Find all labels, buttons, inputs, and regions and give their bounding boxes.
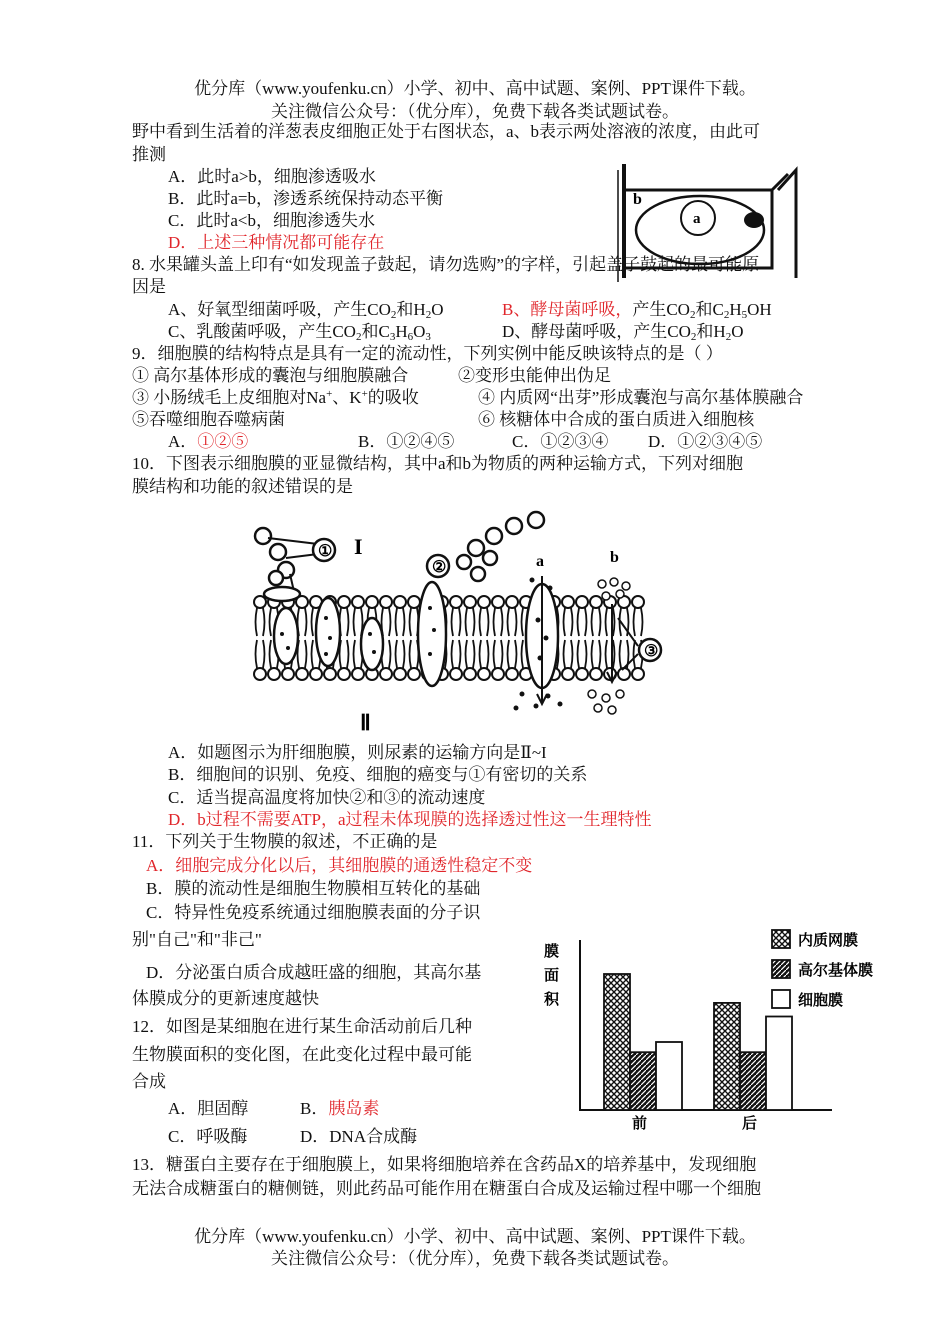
q13-stem-2: 无法合成糖蛋白的糖侧链，则此药品可能作用在糖蛋白合成及运输过程中哪一个细胞	[132, 1179, 761, 1198]
cell-membrane-figure	[250, 508, 680, 736]
protein-2	[361, 618, 383, 670]
lipid-tail	[256, 640, 265, 668]
lipid-tail	[508, 608, 517, 636]
lipid-head	[338, 668, 350, 680]
lipid-tail	[452, 640, 461, 668]
lipid-head	[254, 596, 266, 608]
lipid-tail	[634, 608, 643, 636]
lipid-head	[282, 668, 294, 680]
lipid-head	[464, 668, 476, 680]
chart-ylabel-char: 积	[544, 992, 560, 1008]
lipid-tail	[396, 640, 405, 668]
protein-channel	[418, 582, 446, 686]
q12-option-d: D．DNA合成酶	[300, 1127, 418, 1146]
q10-option-a: A．如题图示为肝细胞膜，则尿素的运输方向是Ⅱ~I	[168, 743, 547, 762]
q12-option-a: A．胆固醇	[168, 1099, 249, 1118]
q10-option-c: C．适当提高温度将加快②和③的流动速度	[168, 788, 486, 807]
lipid-tail	[592, 608, 601, 636]
lipid-head	[450, 596, 462, 608]
lipid-head	[268, 668, 280, 680]
lipid-head	[618, 668, 630, 680]
q10-option-b: B．细胞间的识别、免疫、细胞的癌变与①有密切的关系	[168, 765, 588, 784]
lipid-tail	[606, 608, 615, 636]
q9-option-c: C．①②③④	[512, 432, 609, 451]
chart-bar-before-1	[630, 1052, 656, 1110]
lipid-head	[352, 596, 364, 608]
membrane-area-chart	[536, 920, 876, 1132]
q13-stem-1: 13．糖蛋白主要存在于细胞膜上，如果将细胞培养在含药品X的培养基中，发现细胞	[132, 1155, 757, 1174]
lipid-tail	[564, 608, 573, 636]
chart-bar-before-0	[604, 974, 630, 1110]
lipid-tail	[256, 608, 265, 636]
chart-bar-after-1	[740, 1052, 766, 1110]
chart-category-label: 后	[742, 1116, 758, 1132]
q8-option-d: D、酵母菌呼吸，产生$CO_2$和$H_2O$	[502, 322, 744, 343]
lipid-tail	[578, 608, 587, 636]
legend-swatch	[772, 930, 790, 948]
chart-bar-before-2	[656, 1042, 682, 1110]
lipid-head	[394, 668, 406, 680]
legend-swatch	[772, 960, 790, 978]
chart-ylabel-char: 膜	[544, 944, 560, 960]
q9-item-5: ⑤吞噬细胞吞噬病菌	[132, 410, 285, 429]
footer-line-1: 优分库（www.youfenku.cn）小学、初中、高中试题、案例、PPT课件下载。	[194, 1227, 756, 1246]
q8-option-a: A、好氧型细菌呼吸，产生$CO_2$和$H_2O$	[168, 300, 444, 321]
lipid-tail	[564, 640, 573, 668]
lipid-head	[310, 668, 322, 680]
q7-stem-2: 推测	[132, 145, 166, 164]
lipid-tail	[480, 608, 489, 636]
lipid-tail	[452, 608, 461, 636]
q12-stem-1: 12．如图是某细胞在进行某生命活动前后几种	[132, 1017, 472, 1036]
q7-option-c: C．此时a<b，细胞渗透失水	[168, 211, 375, 230]
q12-stem-3: 合成	[132, 1072, 166, 1091]
protein-left	[274, 608, 298, 664]
q11-option-c-2: 别"自己"和"非己"	[132, 930, 262, 949]
label-side-I: I	[354, 534, 363, 559]
lipid-head	[296, 668, 308, 680]
protein-1	[316, 598, 340, 666]
q9-item-4: ④ 内质网“出芽”形成囊泡与高尔基体膜融合	[478, 388, 804, 407]
q9-option-d: D．①②③④⑤	[648, 432, 763, 451]
lipid-tail	[396, 608, 405, 636]
lipid-head	[338, 596, 350, 608]
lipid-tail	[298, 640, 307, 668]
lipid-tail	[508, 640, 517, 668]
label-circle-3: ③	[644, 643, 659, 660]
q12-option-c: C．呼吸酶	[168, 1127, 248, 1146]
lipid-tail	[578, 640, 587, 668]
q10-stem-2: 膜结构和功能的叙述错误的是	[132, 477, 353, 496]
lipid-head	[492, 596, 504, 608]
lipid-head	[450, 668, 462, 680]
lipid-head	[380, 668, 392, 680]
q9-item-3: ③ 小肠绒毛上皮细胞对Na+、K+的吸收	[132, 388, 419, 407]
q9-item-2: ②变形虫能伸出伪足	[458, 366, 611, 385]
header-line-1: 优分库（www.youfenku.cn）小学、初中、高中试题、案例、PPT课件下载。	[194, 79, 756, 98]
q8-stem-1: 8. 水果罐头盖上印有“如发现盖子鼓起，请勿选购”的字样，引起盖子鼓起的最可能原	[132, 255, 760, 274]
lipid-tail	[494, 608, 503, 636]
chart-bar-after-2	[766, 1017, 792, 1111]
lipid-head	[478, 596, 490, 608]
lipid-head	[408, 596, 420, 608]
lipid-head	[324, 668, 336, 680]
q9-option-a: A．①②⑤	[168, 432, 249, 451]
lipid-head	[366, 596, 378, 608]
lipid-head	[590, 596, 602, 608]
lipid-tail	[494, 640, 503, 668]
legend-swatch	[772, 990, 790, 1008]
lipid-head	[380, 596, 392, 608]
lipid-head	[576, 668, 588, 680]
q10-option-d: D．b过程不需要ATP，a过程未体现膜的选择透过性这一生理特性	[168, 810, 652, 829]
q12-option-b: B．胰岛素	[300, 1099, 380, 1118]
lipid-head	[576, 596, 588, 608]
lipid-head	[254, 668, 266, 680]
glycoprotein-right	[457, 512, 544, 581]
lipid-head	[632, 668, 644, 680]
q9-stem: 9．细胞膜的结构特点是具有一定的流动性，下列实例中能反映该特点的是（ ）	[132, 344, 723, 363]
label-circle-1: ①	[318, 543, 333, 560]
lipid-head	[352, 668, 364, 680]
lipid-head	[506, 668, 518, 680]
chart-ylabel-char: 面	[544, 968, 560, 984]
lipid-head	[464, 596, 476, 608]
glycoprotein-left	[255, 528, 294, 585]
onion-label-b: b	[633, 191, 642, 208]
lipid-tail	[466, 640, 475, 668]
q11-option-d-1: D．分泌蛋白质合成越旺盛的细胞，其高尔基	[146, 963, 482, 982]
lipid-tail	[340, 640, 349, 668]
label-transport-b: b	[610, 549, 619, 566]
q11-option-a: A．细胞完成分化以后，其细胞膜的通透性稳定不变	[146, 856, 533, 875]
lipid-head	[492, 668, 504, 680]
lipid-head	[562, 668, 574, 680]
chart-category-label: 前	[632, 1116, 648, 1132]
legend-label: 细胞膜	[798, 993, 844, 1009]
lipid-head	[590, 668, 602, 680]
lipid-tail	[606, 640, 615, 668]
peripheral-protein	[264, 587, 300, 601]
q11-option-b: B．膜的流动性是细胞生物膜相互转化的基础	[146, 879, 481, 898]
q11-stem: 11．下列关于生物膜的叙述，不正确的是	[132, 832, 438, 851]
q12-stem-2: 生物膜面积的变化图，在此变化过程中最可能	[132, 1045, 472, 1064]
q9-item-6: ⑥ 核糖体中合成的蛋白质进入细胞核	[478, 410, 755, 429]
legend-label: 内质网膜	[798, 933, 859, 949]
phospholipid-bilayer	[254, 596, 644, 680]
q7-option-d: D．上述三种情况都可能存在	[168, 233, 385, 252]
q11-option-c-1: C．特异性免疫系统通过细胞膜表面的分子识	[146, 903, 481, 922]
lipid-tail	[466, 608, 475, 636]
q7-option-a: A．此时a>b，细胞渗透吸水	[168, 167, 376, 186]
lipid-head	[394, 596, 406, 608]
footer-line-2: 关注微信公众号：（优分库），免费下载各类试题试卷。	[271, 1249, 679, 1268]
q7-stem-1: 野中看到生活着的洋葱表皮细胞正处于右图状态，a、b表示两处溶液的浓度，由此可	[132, 122, 761, 141]
q7-option-b: B．此时a=b，渗透系统保持动态平衡	[168, 189, 443, 208]
lipid-head	[632, 596, 644, 608]
q8-option-c: C、乳酸菌呼吸，产生$CO_2$和$C_3H_6O_3$	[168, 322, 431, 343]
q8-option-b: B、酵母菌呼吸，产生$CO_2$和$C_2H_5OH$	[502, 300, 772, 321]
lipid-tail	[480, 640, 489, 668]
q10-stem-1: 10．下图表示细胞膜的亚显微结构，其中a和b为物质的两种运输方式，下列对细胞	[132, 454, 744, 473]
q9-item-1: ① 高尔基体形成的囊泡与细胞膜融合	[132, 366, 409, 385]
q9-option-b: B．①②④⑤	[358, 432, 455, 451]
header-line-2: 关注微信公众号：（优分库），免费下载各类试题试卷。	[271, 102, 679, 121]
q8-stem-2: 因是	[132, 277, 166, 296]
lipid-head	[408, 668, 420, 680]
chart-bar-after-0	[714, 1003, 740, 1110]
onion-label-a: a	[693, 211, 701, 227]
nucleus	[744, 212, 764, 228]
q11-option-d-2: 体膜成分的更新速度越快	[132, 989, 319, 1008]
label-transport-a: a	[536, 553, 544, 570]
legend-label: 高尔基体膜	[798, 963, 874, 979]
label-side-II: Ⅱ	[360, 710, 371, 735]
lipid-head	[506, 596, 518, 608]
lipid-head	[478, 668, 490, 680]
lipid-head	[562, 596, 574, 608]
lipid-tail	[592, 640, 601, 668]
label-circle-2: ②	[432, 559, 447, 576]
